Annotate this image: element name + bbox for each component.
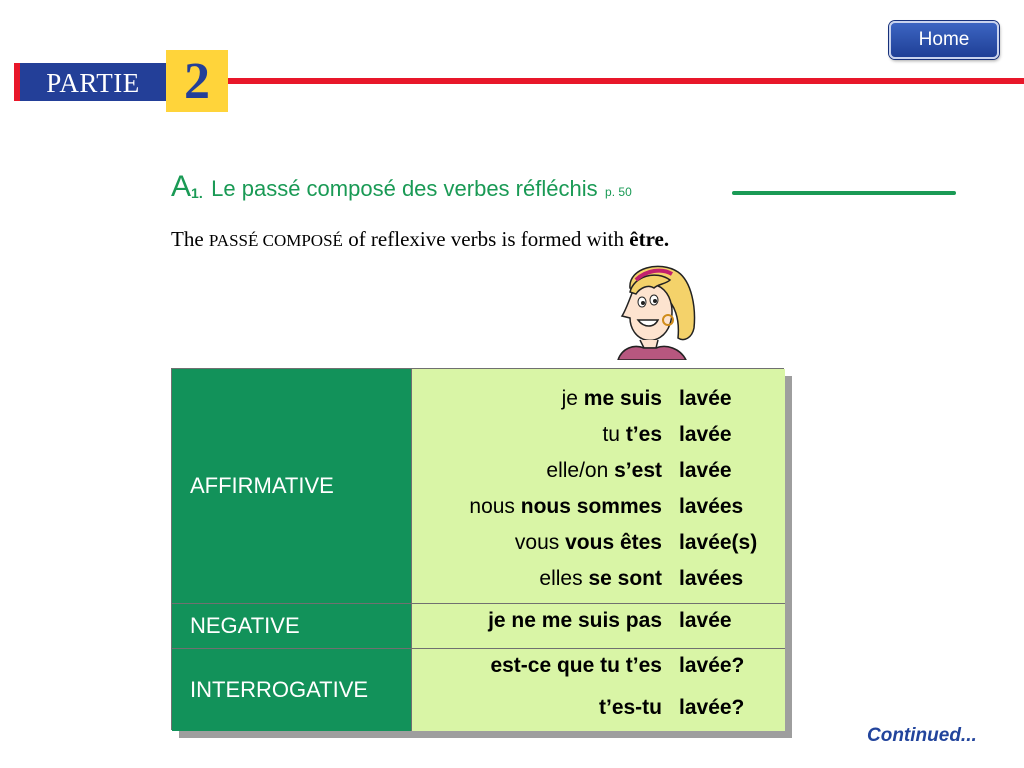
auxiliary: je ne me suis pas xyxy=(488,609,662,632)
conjugation-line xyxy=(412,528,785,558)
intro-sentence xyxy=(171,227,669,252)
forms-negative xyxy=(412,604,785,649)
participle: lavée xyxy=(679,387,732,410)
auxiliary: s’est xyxy=(614,459,662,482)
partie-label: PARTIE xyxy=(20,63,166,101)
auxiliary: t’es xyxy=(625,423,662,446)
auxiliary: se sont xyxy=(588,567,662,590)
participle: lavée? xyxy=(679,696,745,719)
participle: lavée xyxy=(679,423,732,446)
forms-interrogative xyxy=(412,649,785,731)
section-title xyxy=(171,170,632,204)
conjugation-line xyxy=(412,651,785,681)
girl-illustration-icon xyxy=(600,258,710,360)
intro-lead: The xyxy=(171,227,204,251)
section-subscript: 1 xyxy=(191,185,199,201)
participle: lavée xyxy=(679,459,732,482)
subject: tu xyxy=(602,423,620,446)
subject: elle/on xyxy=(546,459,609,482)
participle: lavée xyxy=(679,609,732,632)
auxiliary: t’es-tu xyxy=(599,696,662,719)
auxiliary: vous êtes xyxy=(565,531,662,554)
row-label-affirmative: AFFIRMATIVE xyxy=(172,369,412,604)
conjugation-line xyxy=(412,420,785,450)
partie-number: 2 xyxy=(166,50,228,112)
row-label-interrogative: INTERROGATIVE xyxy=(172,649,412,731)
conjugation-line xyxy=(412,606,785,636)
subject: nous xyxy=(469,495,515,518)
forms-affirmative xyxy=(412,369,785,604)
intro-emphasis: être. xyxy=(629,227,670,251)
auxiliary: me suis xyxy=(583,387,662,410)
title-green-rule xyxy=(732,191,956,195)
conjugation-line xyxy=(412,492,785,522)
conjugation-line xyxy=(412,693,785,723)
conjugation-line xyxy=(412,384,785,414)
row-label-negative: NEGATIVE xyxy=(172,604,412,649)
auxiliary: est-ce que tu t’es xyxy=(490,654,662,677)
subject: elles xyxy=(539,567,583,590)
continued-link[interactable]: Continued... xyxy=(867,725,977,746)
subject: vous xyxy=(514,531,560,554)
conjugation-table xyxy=(171,368,784,730)
participle: lavées xyxy=(679,495,744,518)
subject: je xyxy=(561,387,578,410)
conjugation-line xyxy=(412,456,785,486)
section-title-text: Le passé composé des verbes réfléchis xyxy=(211,176,598,201)
header-red-rule xyxy=(228,78,1024,84)
section-letter: A xyxy=(171,170,192,203)
participle: lavée? xyxy=(679,654,745,677)
intro-middle: of reflexive verbs is formed with xyxy=(348,227,625,251)
intro-term: PASSÉ COMPOSÉ xyxy=(208,231,343,250)
participle: lavées xyxy=(679,567,744,590)
conjugation-line xyxy=(412,564,785,594)
section-page-ref: p. 50 xyxy=(605,185,632,199)
home-button[interactable]: Home xyxy=(889,21,999,59)
section-dot: . xyxy=(198,185,203,201)
participle: lavée(s) xyxy=(679,531,758,554)
auxiliary: nous sommes xyxy=(520,495,662,518)
